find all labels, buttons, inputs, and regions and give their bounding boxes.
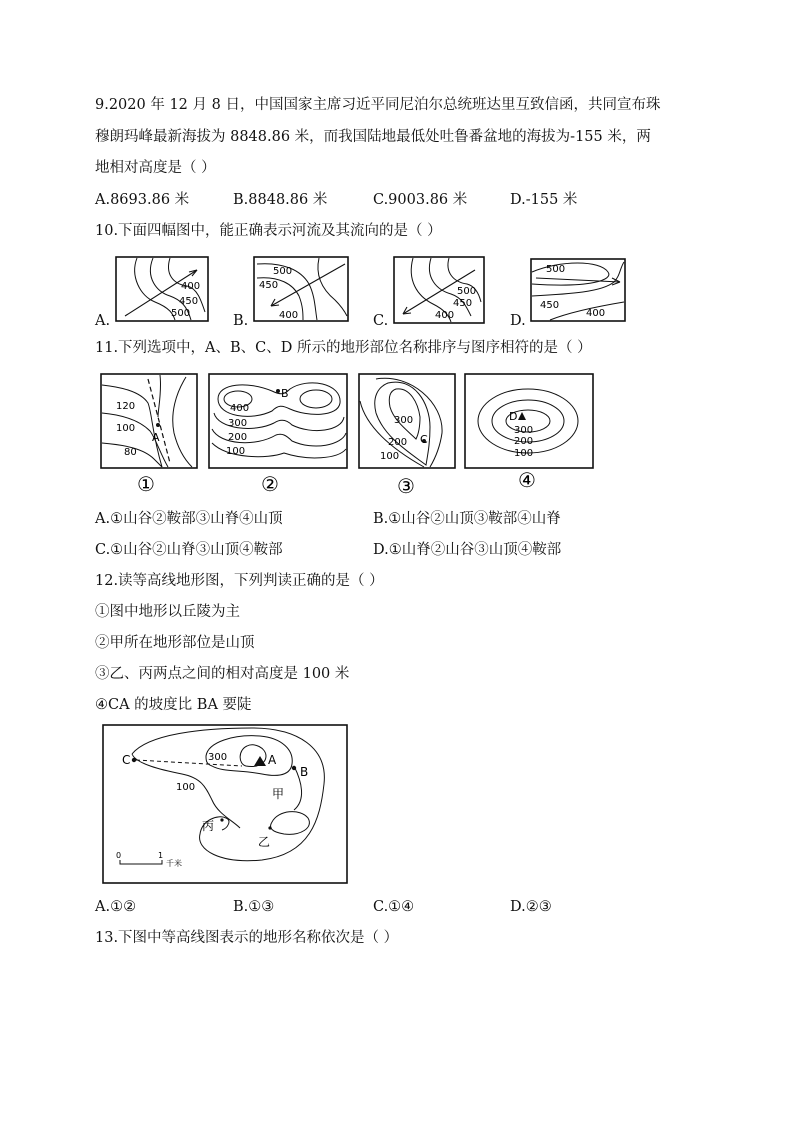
q10c-label-400: 400 (435, 310, 455, 321)
q11-f3-label-100: 100 (380, 451, 400, 462)
q12-statement-2: ②甲所在地形部位是山顶 (95, 635, 255, 651)
q12-statement-1: ①图中地形以丘陵为主 (95, 604, 240, 620)
q11-option-a[interactable]: A.①山谷②鞍部③山脊④山顶 (95, 511, 283, 527)
q12-label-jia: 甲 (272, 787, 285, 801)
q11-point-d: D (509, 410, 518, 423)
q10b-label-500: 500 (273, 266, 293, 277)
q10-figure-d (530, 258, 626, 322)
q10-figure-b (253, 256, 349, 322)
q11-point-b: B (281, 387, 289, 400)
q10-stem: 10.下面四幅图中，能正确表示河流及其流向的是（ ） (95, 223, 442, 239)
q9-line-3: 地相对高度是（ ） (95, 160, 216, 176)
q12-scale-unit: 千米 (166, 859, 182, 868)
q11-f3-label-300: 300 (394, 415, 414, 426)
q10a-label-400: 400 (181, 281, 201, 292)
q12-statement-4: ④CA 的坡度比 BA 要陡 (95, 697, 252, 713)
q11-f4-label-100: 100 (514, 448, 534, 459)
q10b-label-450: 450 (259, 280, 279, 291)
q11-figure-number-1: ① (137, 472, 155, 495)
q10-letter-d[interactable]: D. (510, 313, 526, 329)
q9-option-d[interactable]: D.-155 米 (510, 192, 578, 208)
q10d-label-450: 450 (540, 300, 560, 311)
q10-figure-c (393, 256, 485, 324)
q12-label-300: 300 (208, 752, 228, 763)
q11-figure-1 (100, 373, 198, 495)
q11-option-b[interactable]: B.①山谷②山顶③鞍部④山脊 (373, 511, 561, 527)
q12-point-c: C (122, 753, 131, 767)
q9-line-1: 9.2020 年 12 月 8 日，中国国家主席习近平同尼泊尔总统班达里互致信函，共同宣布珠 (95, 97, 661, 113)
q11-figure-number-4: ④ (518, 468, 536, 492)
q11-figure-4 (464, 373, 594, 495)
q11-f2-label-200: 200 (228, 432, 248, 443)
q11-f1-label-80: 80 (124, 447, 137, 458)
q13-stem: 13.下图中等高线图表示的地形名称依次是（ ） (95, 930, 399, 946)
q10a-label-450: 450 (179, 296, 199, 307)
q11-point-c: C (420, 433, 428, 446)
q11-f1-label-100: 100 (116, 423, 136, 434)
q12-label-100: 100 (176, 782, 196, 793)
q10-letter-a[interactable]: A. (95, 313, 111, 329)
q12-option-d[interactable]: D.②③ (510, 899, 552, 915)
q10-figure-a (115, 256, 209, 322)
q11-f2-label-100: 100 (226, 446, 246, 457)
q11-f2-label-300: 300 (228, 418, 248, 429)
q10d-label-500: 500 (546, 264, 566, 275)
q10d-label-400: 400 (586, 308, 606, 319)
q12-stem: 12.读等高线地形图，下列判读正确的是（ ） (95, 573, 384, 589)
q12-scale-1: 1 (158, 851, 164, 860)
q11-f3-label-200: 200 (388, 437, 408, 448)
q9-option-a[interactable]: A.8693.86 米 (95, 192, 190, 208)
q11-stem: 11.下列选项中，A、B、C、D 所示的地形部位名称排序与图序相符的是（ ） (95, 340, 592, 356)
q11-figure-number-2: ② (261, 472, 279, 495)
q12-point-b: B (300, 765, 309, 779)
q12-scale-0: 0 (116, 851, 122, 860)
q11-figure-2 (208, 373, 348, 495)
q12-option-a[interactable]: A.①② (95, 899, 137, 915)
q11-f1-label-120: 120 (116, 401, 136, 412)
q11-point-a: A (152, 431, 160, 444)
q11-figure-number-3: ③ (397, 474, 415, 497)
q10-letter-b[interactable]: B. (233, 313, 249, 329)
q10a-label-500: 500 (171, 308, 191, 319)
q12-label-yi: 乙 (258, 835, 271, 849)
q12-option-b[interactable]: B.①③ (233, 899, 275, 915)
q12-point-a: A (268, 753, 277, 767)
q9-option-c[interactable]: C.9003.86 米 (373, 192, 468, 208)
q10c-label-500: 500 (457, 286, 477, 297)
q11-f4-label-200: 200 (514, 436, 534, 447)
q11-f2-label-400: 400 (230, 403, 250, 414)
q11-option-c[interactable]: C.①山谷②山脊③山顶④鞍部 (95, 542, 283, 558)
q9-option-b[interactable]: B.8848.86 米 (233, 192, 328, 208)
q12-label-bing: 丙 (202, 819, 215, 833)
q11-figure-3 (358, 373, 456, 497)
q9-line-2: 穆朗玛峰最新海拔为 8848.86 米，而我国陆地最低处吐鲁番盆地的海拔为-155 米，两 (95, 129, 651, 145)
q12-option-c[interactable]: C.①④ (373, 899, 415, 915)
q11-f4-label-300: 300 (514, 425, 534, 436)
q12-contour-map (102, 724, 348, 884)
q10-letter-c[interactable]: C. (373, 313, 389, 329)
q10c-label-450: 450 (453, 298, 473, 309)
q12-statement-3: ③乙、丙两点之间的相对高度是 100 米 (95, 666, 350, 682)
q11-option-d[interactable]: D.①山脊②山谷③山顶④鞍部 (373, 542, 562, 558)
q10b-label-400: 400 (279, 310, 299, 321)
